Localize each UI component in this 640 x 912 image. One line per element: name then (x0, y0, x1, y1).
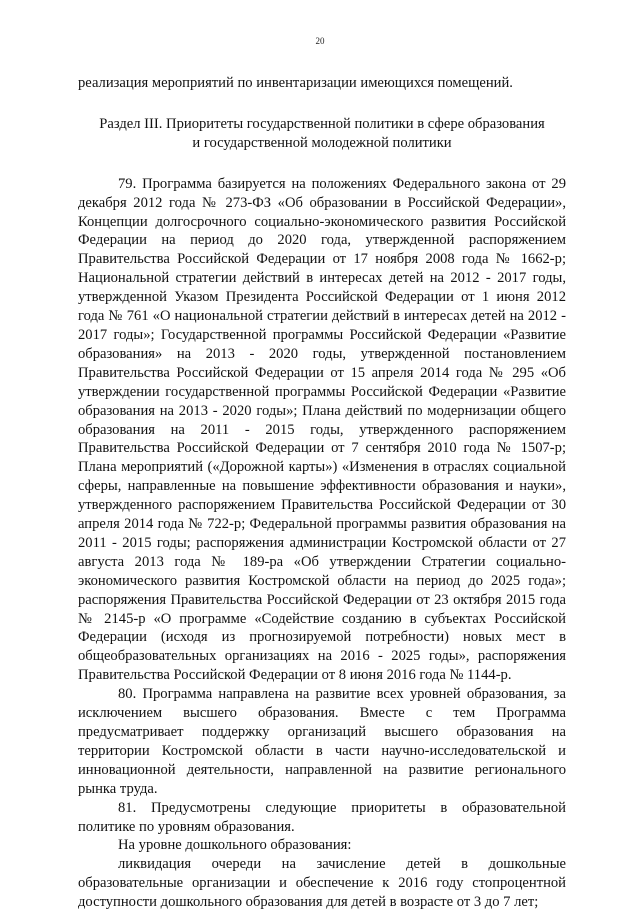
section-heading-line-1: Раздел III. Приоритеты государственной политики в сфере образования (99, 115, 545, 132)
section-heading (78, 115, 566, 153)
document-body (78, 74, 566, 912)
paragraph-79: 79. Программа базируется на положениях Федерального закона от 29 декабря 2012 года № 273-ФЗ «Об образовании в Российской Федерации», Концепции долгосрочного социально-экономического развития Российской Федерации на период до 2020 года, утвержденной распоряжением Правительства Российской Федерации от 17 ноября 2008 года № 1662-р; Национальной стратегии действий в интересах детей на 2012 - 2017 годы, утвержденной Указом Президента Российской Федерации от 1 июня 2012 года № 761 «О национальной стратегии действий в интересах детей на 2012 - 2017 годы»; Государственной программы Российской Федерации «Развитие образования» на 2013 - 2020 годы, утвержденной постановлением Правительства Российской Федерации от 15 апреля 2014 года № 295 «Об утверждении государственной программы Российской Федерации «Развитие образования на 2013 - 2020 годы»; Плана действий по модернизации общего образования на 2011 - 2015 годы, утвержденного распоряжением Правительства Российской Федерации от 7 сентября 2010 года № 1507-р; Плана мероприятий («Дорожной карты») «Изменения в отраслях социальной сферы, направленные на повышение эффективности образования и науки», утвержденного распоряжением Правительства Российской Федерации от 30 апреля 2014 года № 722-р; Федеральной программы развития образования на 2011 - 2015 годы; распоряжения администрации Костромской области от 27 августа 2013 года № 189-ра «Об утверждении Стратегии социально-экономического развития Костромской области на период до 2025 года»; распоряжения Правительства Российской Федерации от 23 октября 2015 года № 2145-р «О программе «Содействие созданию в субъектах Российской Федерации (исходя из прогнозируемой потребности) новых мест в общеобразовательных организациях на 2016 - 2025 годы», распоряжения Правительства Российской Федерации от 8 июня 2016 года № 1144-р. (78, 175, 566, 684)
section-heading-line-2: и государственной молодежной политики (192, 134, 452, 151)
preschool-subheading: На уровне дошкольного образования: (118, 837, 352, 854)
paragraph-81: 81. Предусмотрены следующие приоритеты в образовательной политике по уровням образования. (78, 799, 566, 835)
paragraph-80: 80. Программа направлена на развитие всех уровней образования, за исключением высшего образования. Вместе с тем Программа предусматривает поддержку организаций высшего образования на территории Костромской области в части научно-исследовательской и инновационной деятельности, направленной на развитие регионального рынка труда. (78, 686, 566, 797)
preschool-item: ликвидация очереди на зачисление детей в дошкольные образовательные организации и обеспечение к 2016 году стопроцентной доступности дошкольного образования для детей в возрасте от 3 до 7 лет; (78, 856, 566, 911)
page-number: 20 (315, 36, 325, 46)
lead-paragraph: реализация мероприятий по инвентаризации имеющихся помещений. (78, 75, 513, 91)
